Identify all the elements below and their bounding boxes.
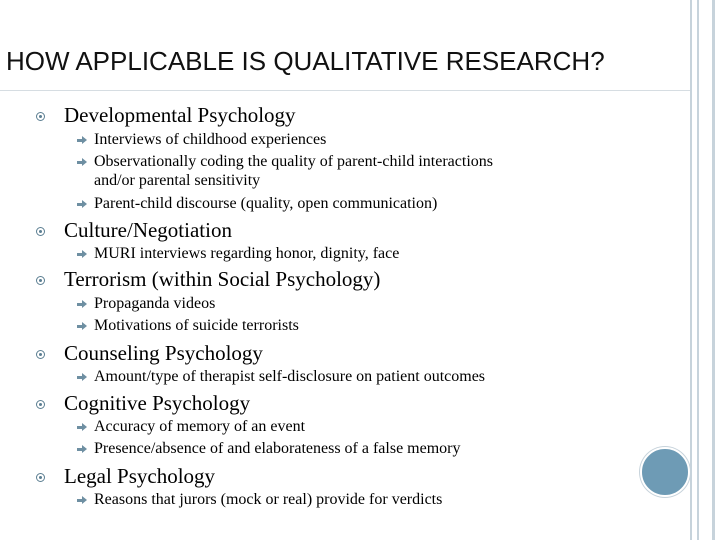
bullet-icon xyxy=(36,350,45,359)
arrow-bullet-icon xyxy=(77,158,87,167)
section-heading: Cognitive Psychology xyxy=(64,391,251,415)
bullet-icon xyxy=(36,276,45,285)
list-item: Accuracy of memory of an event xyxy=(94,418,306,435)
arrow-bullet-icon xyxy=(77,322,87,331)
list-item: Propaganda videos xyxy=(94,295,216,312)
arrow-bullet-icon xyxy=(77,250,87,259)
section-heading: Counseling Psychology xyxy=(64,341,263,365)
section-heading: Developmental Psychology xyxy=(64,103,296,127)
bullet-icon xyxy=(36,227,45,236)
decorative-rule xyxy=(712,0,715,540)
arrow-bullet-icon xyxy=(77,200,87,209)
arrow-bullet-icon xyxy=(77,445,87,454)
bullet-icon xyxy=(36,112,45,121)
arrow-bullet-icon xyxy=(77,496,87,505)
bullet-icon xyxy=(36,400,45,409)
arrow-bullet-icon xyxy=(77,373,87,382)
bullet-icon xyxy=(36,473,45,482)
list-item-continuation: and/or parental sensitivity xyxy=(94,172,261,189)
list-item: Amount/type of therapist self-disclosure on patient outcomes xyxy=(94,368,486,385)
section-heading: Culture/Negotiation xyxy=(64,218,232,242)
arrow-bullet-icon xyxy=(77,300,87,309)
section-heading: Legal Psychology xyxy=(64,464,216,488)
list-item: Motivations of suicide terrorists xyxy=(94,317,299,334)
list-item: Observationally coding the quality of parent-child interactions xyxy=(94,153,493,170)
list-item: Parent-child discourse (quality, open communication) xyxy=(94,195,438,212)
decorative-rule xyxy=(697,0,699,540)
decorative-circle xyxy=(640,447,690,497)
list-item: Interviews of childhood experiences xyxy=(94,131,327,148)
list-item: MURI interviews regarding honor, dignity, face xyxy=(94,245,400,262)
list-item: Presence/absence of and elaborateness of a false memory xyxy=(94,440,461,457)
arrow-bullet-icon xyxy=(77,136,87,145)
arrow-bullet-icon xyxy=(77,423,87,432)
list-item: Reasons that jurors (mock or real) provide for verdicts xyxy=(94,491,443,508)
section-heading: Terrorism (within Social Psychology) xyxy=(64,267,381,291)
slide-title: HOW APPLICABLE IS QUALITATIVE RESEARCH? xyxy=(6,46,605,76)
title-divider xyxy=(0,90,690,91)
decorative-rule xyxy=(690,0,692,540)
